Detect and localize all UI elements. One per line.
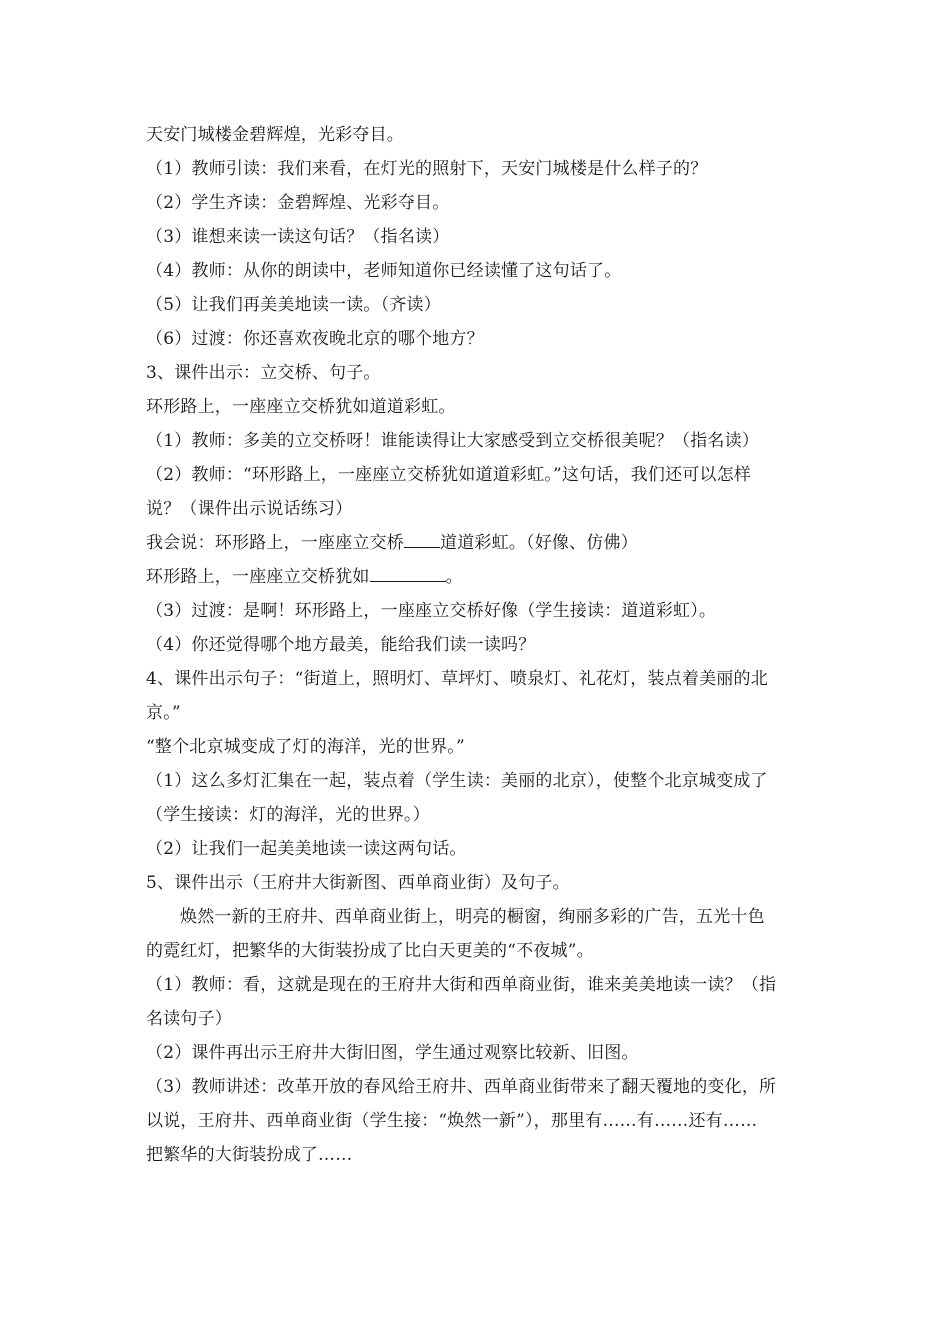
text-line: 京。” <box>146 703 181 723</box>
text-line: “整个北京城变成了灯的海洋，光的世界。” <box>146 737 465 757</box>
section-heading: 3、课件出示：立交桥、句子。 <box>146 363 381 383</box>
fill-in-line <box>146 526 816 560</box>
fill-in-line <box>146 560 816 594</box>
text-line: 名读句子） <box>146 1009 232 1029</box>
section-heading: 4、课件出示句子：“街道上，照明灯、草坪灯、喷泉灯、礼花灯，装点着美丽的北 <box>146 669 768 689</box>
text-line: （1）这么多灯汇集在一起，装点着（学生读：美丽的北京），使整个北京城变成了 <box>146 771 768 791</box>
section-heading: 5、课件出示（王府井大街新图、西单商业街）及句子。 <box>146 873 570 893</box>
fill-in-blank <box>404 529 440 548</box>
text-line: 说？（课件出示说话练习） <box>146 499 353 519</box>
text-line: （学生接读：灯的海洋，光的世界。） <box>146 805 430 825</box>
document-body <box>146 118 816 1172</box>
text-line: （3）教师讲述：改革开放的春风给王府井、西单商业街带来了翻天覆地的变化，所 <box>146 1077 777 1097</box>
text-line: （5）让我们再美美地读一读。（齐读） <box>146 295 441 315</box>
text-line: 的霓红灯，把繁华的大街装扮成了比白天更美的“不夜城”。 <box>146 941 594 961</box>
text-line: 把繁华的大街装扮成了…… <box>146 1145 353 1165</box>
text-line: （1）教师引读：我们来看，在灯光的照射下，天安门城楼是什么样子的？ <box>146 159 708 179</box>
text-line: （1）教师：看，这就是现在的王府井大街和西单商业街，谁来美美地读一读？（指 <box>146 975 777 995</box>
text-line: （4）你还觉得哪个地方最美，能给我们读一读吗？ <box>146 635 536 655</box>
text-line: （2）让我们一起美美地读一读这两句话。 <box>146 839 467 859</box>
text-line: 以说，王府井、西单商业街（学生接：“焕然一新”），那里有……有……还有…… <box>146 1111 758 1131</box>
text-line: （3）谁想来读一读这句话？（指名读） <box>146 227 450 247</box>
text-line: （2）教师：“环形路上，一座座立交桥犹如道道彩虹。”这句话，我们还可以怎样 <box>146 465 752 485</box>
text-line: 环形路上，一座座立交桥犹如道道彩虹。 <box>146 397 456 417</box>
text-line: （4）教师：从你的朗读中，老师知道你已经读懂了这句话了。 <box>146 261 622 281</box>
text-segment: 。 <box>445 567 463 587</box>
fill-in-blank <box>370 563 446 582</box>
text-line: （1）教师：多美的立交桥呀！谁能读得让大家感受到立交桥很美呢？（指名读） <box>146 431 760 451</box>
text-line: （2）课件再出示王府井大街旧图，学生通过观察比较新、旧图。 <box>146 1043 639 1063</box>
text-line: （2）学生齐读：金碧辉煌、光彩夺目。 <box>146 193 450 213</box>
text-line: 天安门城楼金碧辉煌，光彩夺目。 <box>146 125 404 145</box>
text-line: （6）过渡：你还喜欢夜晚北京的哪个地方？ <box>146 329 484 349</box>
text-line: 焕然一新的王府井、西单商业街上，明亮的橱窗，绚丽多彩的广告，五光十色 <box>180 907 765 927</box>
text-line: （3）过渡：是啊！环形路上，一座座立交桥好像（学生接读：道道彩虹）。 <box>146 601 717 621</box>
text-segment: 道道彩虹。（好像、仿佛） <box>440 533 638 553</box>
text-segment: 环形路上，一座座立交桥犹如 <box>146 567 370 587</box>
text-segment: 我会说：环形路上，一座座立交桥 <box>146 533 404 553</box>
